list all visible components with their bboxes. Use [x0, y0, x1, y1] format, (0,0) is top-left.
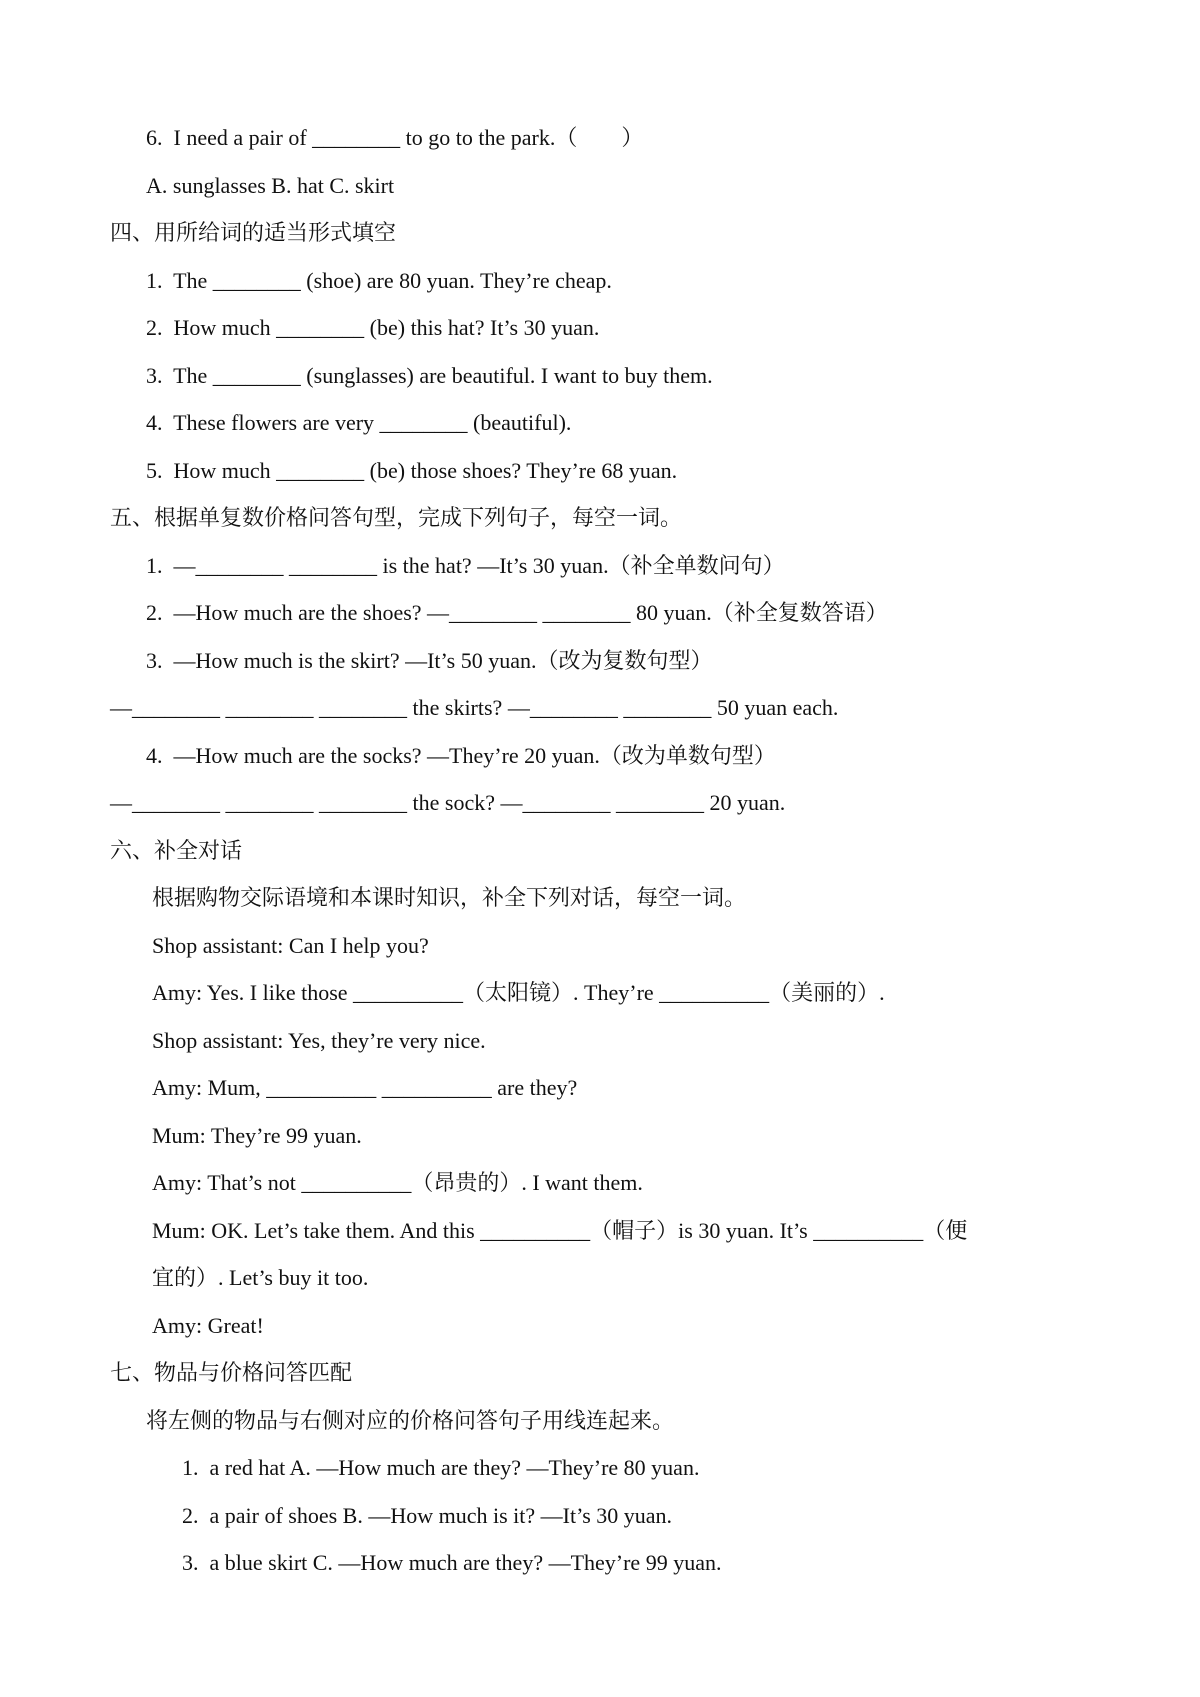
dialogue-line-5: Mum: They’re 99 yuan. — [152, 1123, 362, 1148]
section-5-item-3-answer: —________ ________ ________ the skirts? —________ ________ 50 yuan each. — [110, 695, 839, 720]
match-item-1: 1. a red hat A. —How much are they? —They’re 80 yuan. — [182, 1455, 700, 1480]
section-5-heading: 五、根据单复数价格问答句型，完成下列句子，每空一词。 — [110, 505, 683, 530]
dialogue-line-6: Amy: That’s not __________（昂贵的）. I want them. — [152, 1170, 643, 1195]
section-5-item-1: 1. —________ ________ is the hat? —It’s 30 yuan.（补全单数问句） — [146, 553, 785, 578]
question-6: 6. I need a pair of ________ to go to the park.（ ） — [146, 125, 644, 150]
section-4-item-2: 2. How much ________ (be) this hat? It’s 30 yuan. — [146, 315, 600, 340]
section-6-heading: 六、补全对话 — [110, 838, 243, 863]
match-item-3: 3. a blue skirt C. —How much are they? —They’re 99 yuan. — [182, 1550, 722, 1575]
dialogue-line-1: Shop assistant: Can I help you? — [152, 933, 429, 958]
question-6-options: A. sunglasses B. hat C. skirt — [146, 173, 395, 198]
section-5-item-4-answer: —________ ________ ________ the sock? —________ ________ 20 yuan. — [110, 790, 786, 815]
section-6-instruction: 根据购物交际语境和本课时知识，补全下列对话，每空一词。 — [152, 885, 747, 910]
section-5-item-3: 3. —How much is the skirt? —It’s 50 yuan.（改为复数句型） — [146, 648, 713, 673]
section-4-item-4: 4. These flowers are very ________ (beautiful). — [146, 410, 572, 435]
section-4-heading: 四、用所给词的适当形式填空 — [110, 220, 397, 245]
match-item-2: 2. a pair of shoes B. —How much is it? —It’s 30 yuan. — [182, 1503, 673, 1528]
dialogue-line-2: Amy: Yes. I like those __________（太阳镜）. They’re __________（美丽的）. — [152, 980, 885, 1005]
section-7-heading: 七、物品与价格问答匹配 — [110, 1360, 353, 1385]
section-5-item-4: 4. —How much are the socks? —They’re 20 yuan.（改为单数句型） — [146, 743, 776, 768]
dialogue-line-8: Amy: Great! — [152, 1313, 264, 1338]
dialogue-line-4: Amy: Mum, __________ __________ are they? — [152, 1075, 578, 1100]
dialogue-line-3: Shop assistant: Yes, they’re very nice. — [152, 1028, 486, 1053]
section-4-item-1: 1. The ________ (shoe) are 80 yuan. They’re cheap. — [146, 268, 612, 293]
section-4-item-5: 5. How much ________ (be) those shoes? They’re 68 yuan. — [146, 458, 678, 483]
dialogue-line-7-cont: 宜的）. Let’s buy it too. — [152, 1265, 369, 1290]
dialogue-line-7: Mum: OK. Let’s take them. And this __________（帽子）is 30 yuan. It’s __________（便 — [152, 1218, 968, 1243]
section-5-item-2: 2. —How much are the shoes? —________ ________ 80 yuan.（补全复数答语） — [146, 600, 888, 625]
section-7-instruction: 将左侧的物品与右侧对应的价格问答句子用线连起来。 — [146, 1408, 675, 1433]
section-4-item-3: 3. The ________ (sunglasses) are beautiful. I want to buy them. — [146, 363, 713, 388]
